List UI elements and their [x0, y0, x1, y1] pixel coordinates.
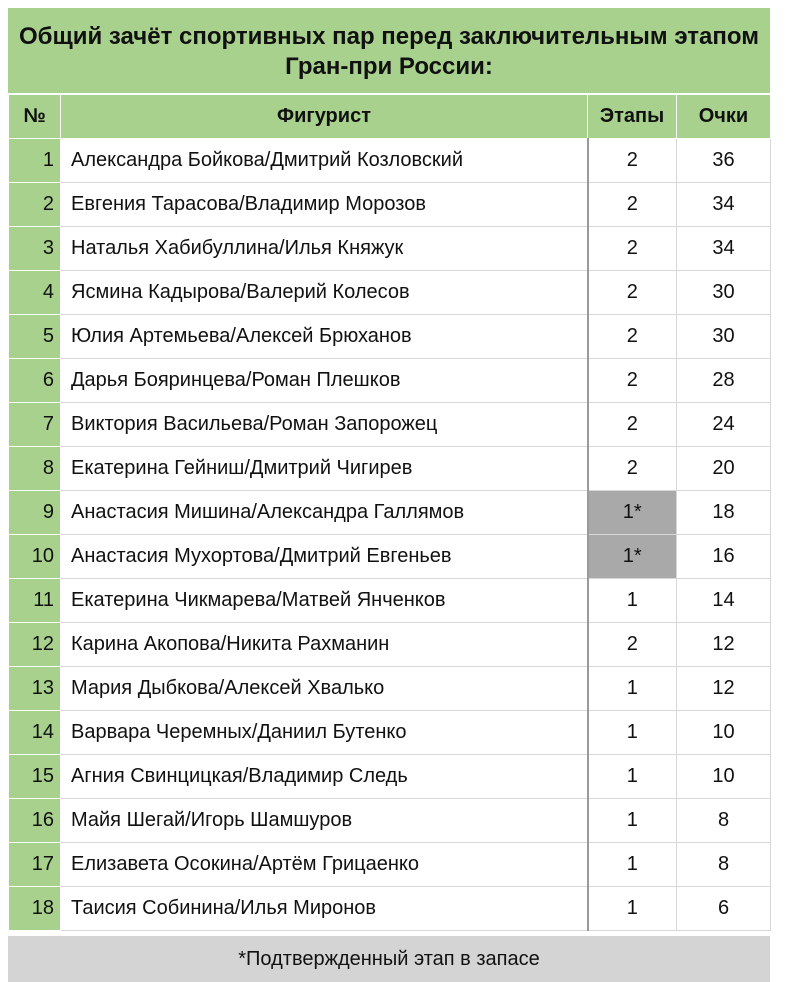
table-row: [9, 491, 771, 535]
skater-cell: Мария Дыбкова/Алексей Хвалько: [61, 667, 588, 711]
table-header-row: [9, 95, 771, 139]
rank-cell: 3: [9, 227, 61, 271]
skater-cell: Виктория Васильева/Роман Запорожец: [61, 403, 588, 447]
stages-cell: 2: [588, 447, 677, 491]
rank-cell: 13: [9, 667, 61, 711]
rank-cell: 12: [9, 623, 61, 667]
points-cell: 30: [677, 315, 771, 359]
skater-cell: Анастасия Мишина/Александра Галлямов: [61, 491, 588, 535]
table-row: [9, 447, 771, 491]
page-title: Общий зачёт спортивных пар перед заключительным этапом Гран-при России:: [8, 8, 770, 94]
column-header-num: №: [9, 95, 61, 139]
standings-card: [8, 8, 770, 974]
rank-cell: 5: [9, 315, 61, 359]
stages-cell: 2: [588, 623, 677, 667]
table-row: [9, 315, 771, 359]
points-cell: 12: [677, 667, 771, 711]
points-cell: 10: [677, 711, 771, 755]
table-row: [9, 403, 771, 447]
skater-cell: Елизавета Осокина/Артём Грицаенко: [61, 843, 588, 887]
stages-cell: 1: [588, 843, 677, 887]
rank-cell: 8: [9, 447, 61, 491]
stages-cell: 2: [588, 271, 677, 315]
stages-cell: 2: [588, 359, 677, 403]
points-cell: 34: [677, 183, 771, 227]
stages-cell: 1*: [588, 535, 677, 579]
column-header-skater: Фигурист: [61, 95, 588, 139]
points-cell: 14: [677, 579, 771, 623]
rank-cell: 14: [9, 711, 61, 755]
rank-cell: 11: [9, 579, 61, 623]
rank-cell: 6: [9, 359, 61, 403]
points-cell: 12: [677, 623, 771, 667]
points-cell: 18: [677, 491, 771, 535]
points-cell: 34: [677, 227, 771, 271]
stages-cell: 2: [588, 315, 677, 359]
rank-cell: 16: [9, 799, 61, 843]
table-row: [9, 887, 771, 931]
points-cell: 16: [677, 535, 771, 579]
table-row: [9, 359, 771, 403]
footnote: *Подтвержденный этап в запасе: [8, 936, 770, 982]
skater-cell: Варвара Черемных/Даниил Бутенко: [61, 711, 588, 755]
stages-cell: 2: [588, 227, 677, 271]
table-row: [9, 623, 771, 667]
points-cell: 24: [677, 403, 771, 447]
table-row: [9, 755, 771, 799]
skater-cell: Майя Шегай/Игорь Шамшуров: [61, 799, 588, 843]
rank-cell: 1: [9, 139, 61, 183]
points-cell: 30: [677, 271, 771, 315]
table-row: [9, 799, 771, 843]
stages-cell: 2: [588, 403, 677, 447]
table-row: [9, 227, 771, 271]
skater-cell: Наталья Хабибуллина/Илья Княжук: [61, 227, 588, 271]
stages-cell: 1: [588, 667, 677, 711]
skater-cell: Карина Акопова/Никита Рахманин: [61, 623, 588, 667]
stages-cell: 1*: [588, 491, 677, 535]
stages-cell: 1: [588, 755, 677, 799]
points-cell: 36: [677, 139, 771, 183]
stages-cell: 1: [588, 711, 677, 755]
rank-cell: 4: [9, 271, 61, 315]
skater-cell: Екатерина Чикмарева/Матвей Янченков: [61, 579, 588, 623]
points-cell: 28: [677, 359, 771, 403]
standings-table: [8, 94, 771, 931]
table-body: [9, 139, 771, 931]
points-cell: 6: [677, 887, 771, 931]
table-row: [9, 535, 771, 579]
table-row: [9, 183, 771, 227]
skater-cell: Анастасия Мухортова/Дмитрий Евгеньев: [61, 535, 588, 579]
stages-cell: 2: [588, 183, 677, 227]
skater-cell: Агния Свинцицкая/Владимир Следь: [61, 755, 588, 799]
table-row: [9, 139, 771, 183]
points-cell: 8: [677, 843, 771, 887]
rank-cell: 18: [9, 887, 61, 931]
stages-cell: 2: [588, 139, 677, 183]
rank-cell: 17: [9, 843, 61, 887]
rank-cell: 2: [9, 183, 61, 227]
points-cell: 20: [677, 447, 771, 491]
rank-cell: 9: [9, 491, 61, 535]
table-row: [9, 667, 771, 711]
skater-cell: Екатерина Гейниш/Дмитрий Чигирев: [61, 447, 588, 491]
column-header-points: Очки: [677, 95, 771, 139]
table-row: [9, 271, 771, 315]
skater-cell: Александра Бойкова/Дмитрий Козловский: [61, 139, 588, 183]
stages-cell: 1: [588, 579, 677, 623]
skater-cell: Ясмина Кадырова/Валерий Колесов: [61, 271, 588, 315]
skater-cell: Таисия Собинина/Илья Миронов: [61, 887, 588, 931]
rank-cell: 10: [9, 535, 61, 579]
skater-cell: Дарья Бояринцева/Роман Плешков: [61, 359, 588, 403]
skater-cell: Юлия Артемьева/Алексей Брюханов: [61, 315, 588, 359]
rank-cell: 7: [9, 403, 61, 447]
stages-cell: 1: [588, 887, 677, 931]
stages-cell: 1: [588, 799, 677, 843]
rank-cell: 15: [9, 755, 61, 799]
points-cell: 8: [677, 799, 771, 843]
skater-cell: Евгения Тарасова/Владимир Морозов: [61, 183, 588, 227]
column-header-stages: Этапы: [588, 95, 677, 139]
points-cell: 10: [677, 755, 771, 799]
table-row: [9, 579, 771, 623]
table-row: [9, 711, 771, 755]
table-row: [9, 843, 771, 887]
